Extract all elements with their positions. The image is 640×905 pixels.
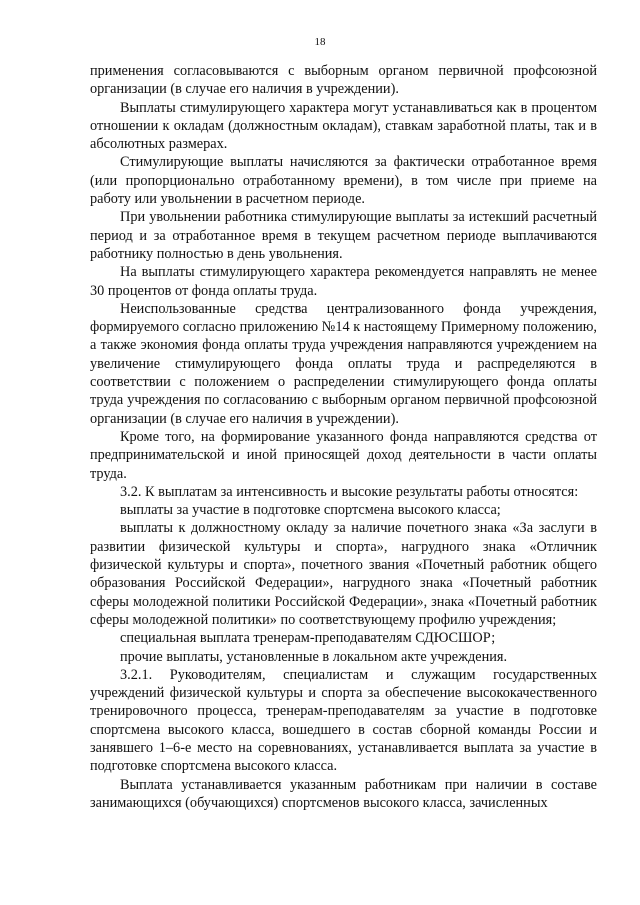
section-3-2-heading: 3.2. К выплатам за интенсивность и высокие результаты работы относятся: <box>120 483 579 500</box>
list-item-3: специальная выплата тренерам-преподавателям СДЮСШОР; <box>120 630 496 647</box>
list-item-4: прочие выплаты, установленные в локальном акте учреждения. <box>120 648 508 665</box>
paragraph-4: При увольнении работника стимулирующие выплаты за истекший расчетный период и за отработанное время в текущем расчетном периоде выплачиваются работнику полностью в день увольнения. <box>90 209 597 262</box>
paragraph-1: применения согласовываются с выборным органом первичной профсоюзной организации (в случае его наличия в учреждении). <box>90 63 597 98</box>
section-3-2-1: 3.2.1. Руководителям, специалистам и служащим государственных учреждений физической культуры и спорта за обеспечение высококачественного тренировочного процесса, тренерам-преподавателям за участие в подготовке спортсмена высокого класса, вошедшего в состав сборной команды России и занявшего 1–6-е место на соревнованиях, устанавливается выплата за участие в подготовке спортсмена высокого класса. <box>90 666 597 775</box>
paragraph-3: Стимулирующие выплаты начисляются за фактически отработанное время (или пропорционально отработанному времени), в том числе при приеме на работу или увольнении в расчетном периоде. <box>90 154 597 208</box>
paragraph-2: Выплаты стимулирующего характера могут устанавливаться как в процентом отношении к окладам (должностным окладам), ставкам заработной платы, так и в абсолютных размерах. <box>90 99 597 153</box>
paragraph-5: На выплаты стимулирующего характера рекомендуется направлять не менее 30 процентов от фонда оплаты труда. <box>90 264 597 299</box>
list-item-2: выплаты к должностному окладу за наличие почетного знака «За заслуги в развитии физической культуры и спорта», нагрудного знака «Отличник физической культуры и спорта», почетного звания «Почетный работник общего образования Российской Федерации», нагрудного знака «Почетный работник сферы молодежной политики Российской Федерации», знака «Почетный работник сферы молодежной политики» по соответствующему профилю учреждения; <box>90 520 597 628</box>
paragraph-6: Неиспользованные средства централизованного фонда учреждения, формируемого согласно приложению №14 к настоящему Примерному положению, а также экономия фонда оплаты труда учреждения направляются учреждением на увеличение стимулирующего фонда оплаты труда и распределяются в соответствии с положением о распределении стимулирующего фонда оплаты труда учреждения по согласованию с выборным органом первичной профсоюзной организации (в случае его наличия в учреждении). <box>90 300 597 427</box>
list-item-1: выплаты за участие в подготовке спортсмена высокого класса; <box>120 502 501 519</box>
paragraph-7: Кроме того, на формирование указанного фонда направляются средства от предпринимательской и иной приносящей доход деятельности в части оплаты труда. <box>90 428 597 482</box>
document-body <box>90 62 597 812</box>
paragraph-last: Выплата устанавливается указанным работникам при наличии в составе занимающихся (обучающихся) спортсменов высокого класса, зачисленных <box>90 776 597 811</box>
page-number: 18 <box>314 36 326 48</box>
